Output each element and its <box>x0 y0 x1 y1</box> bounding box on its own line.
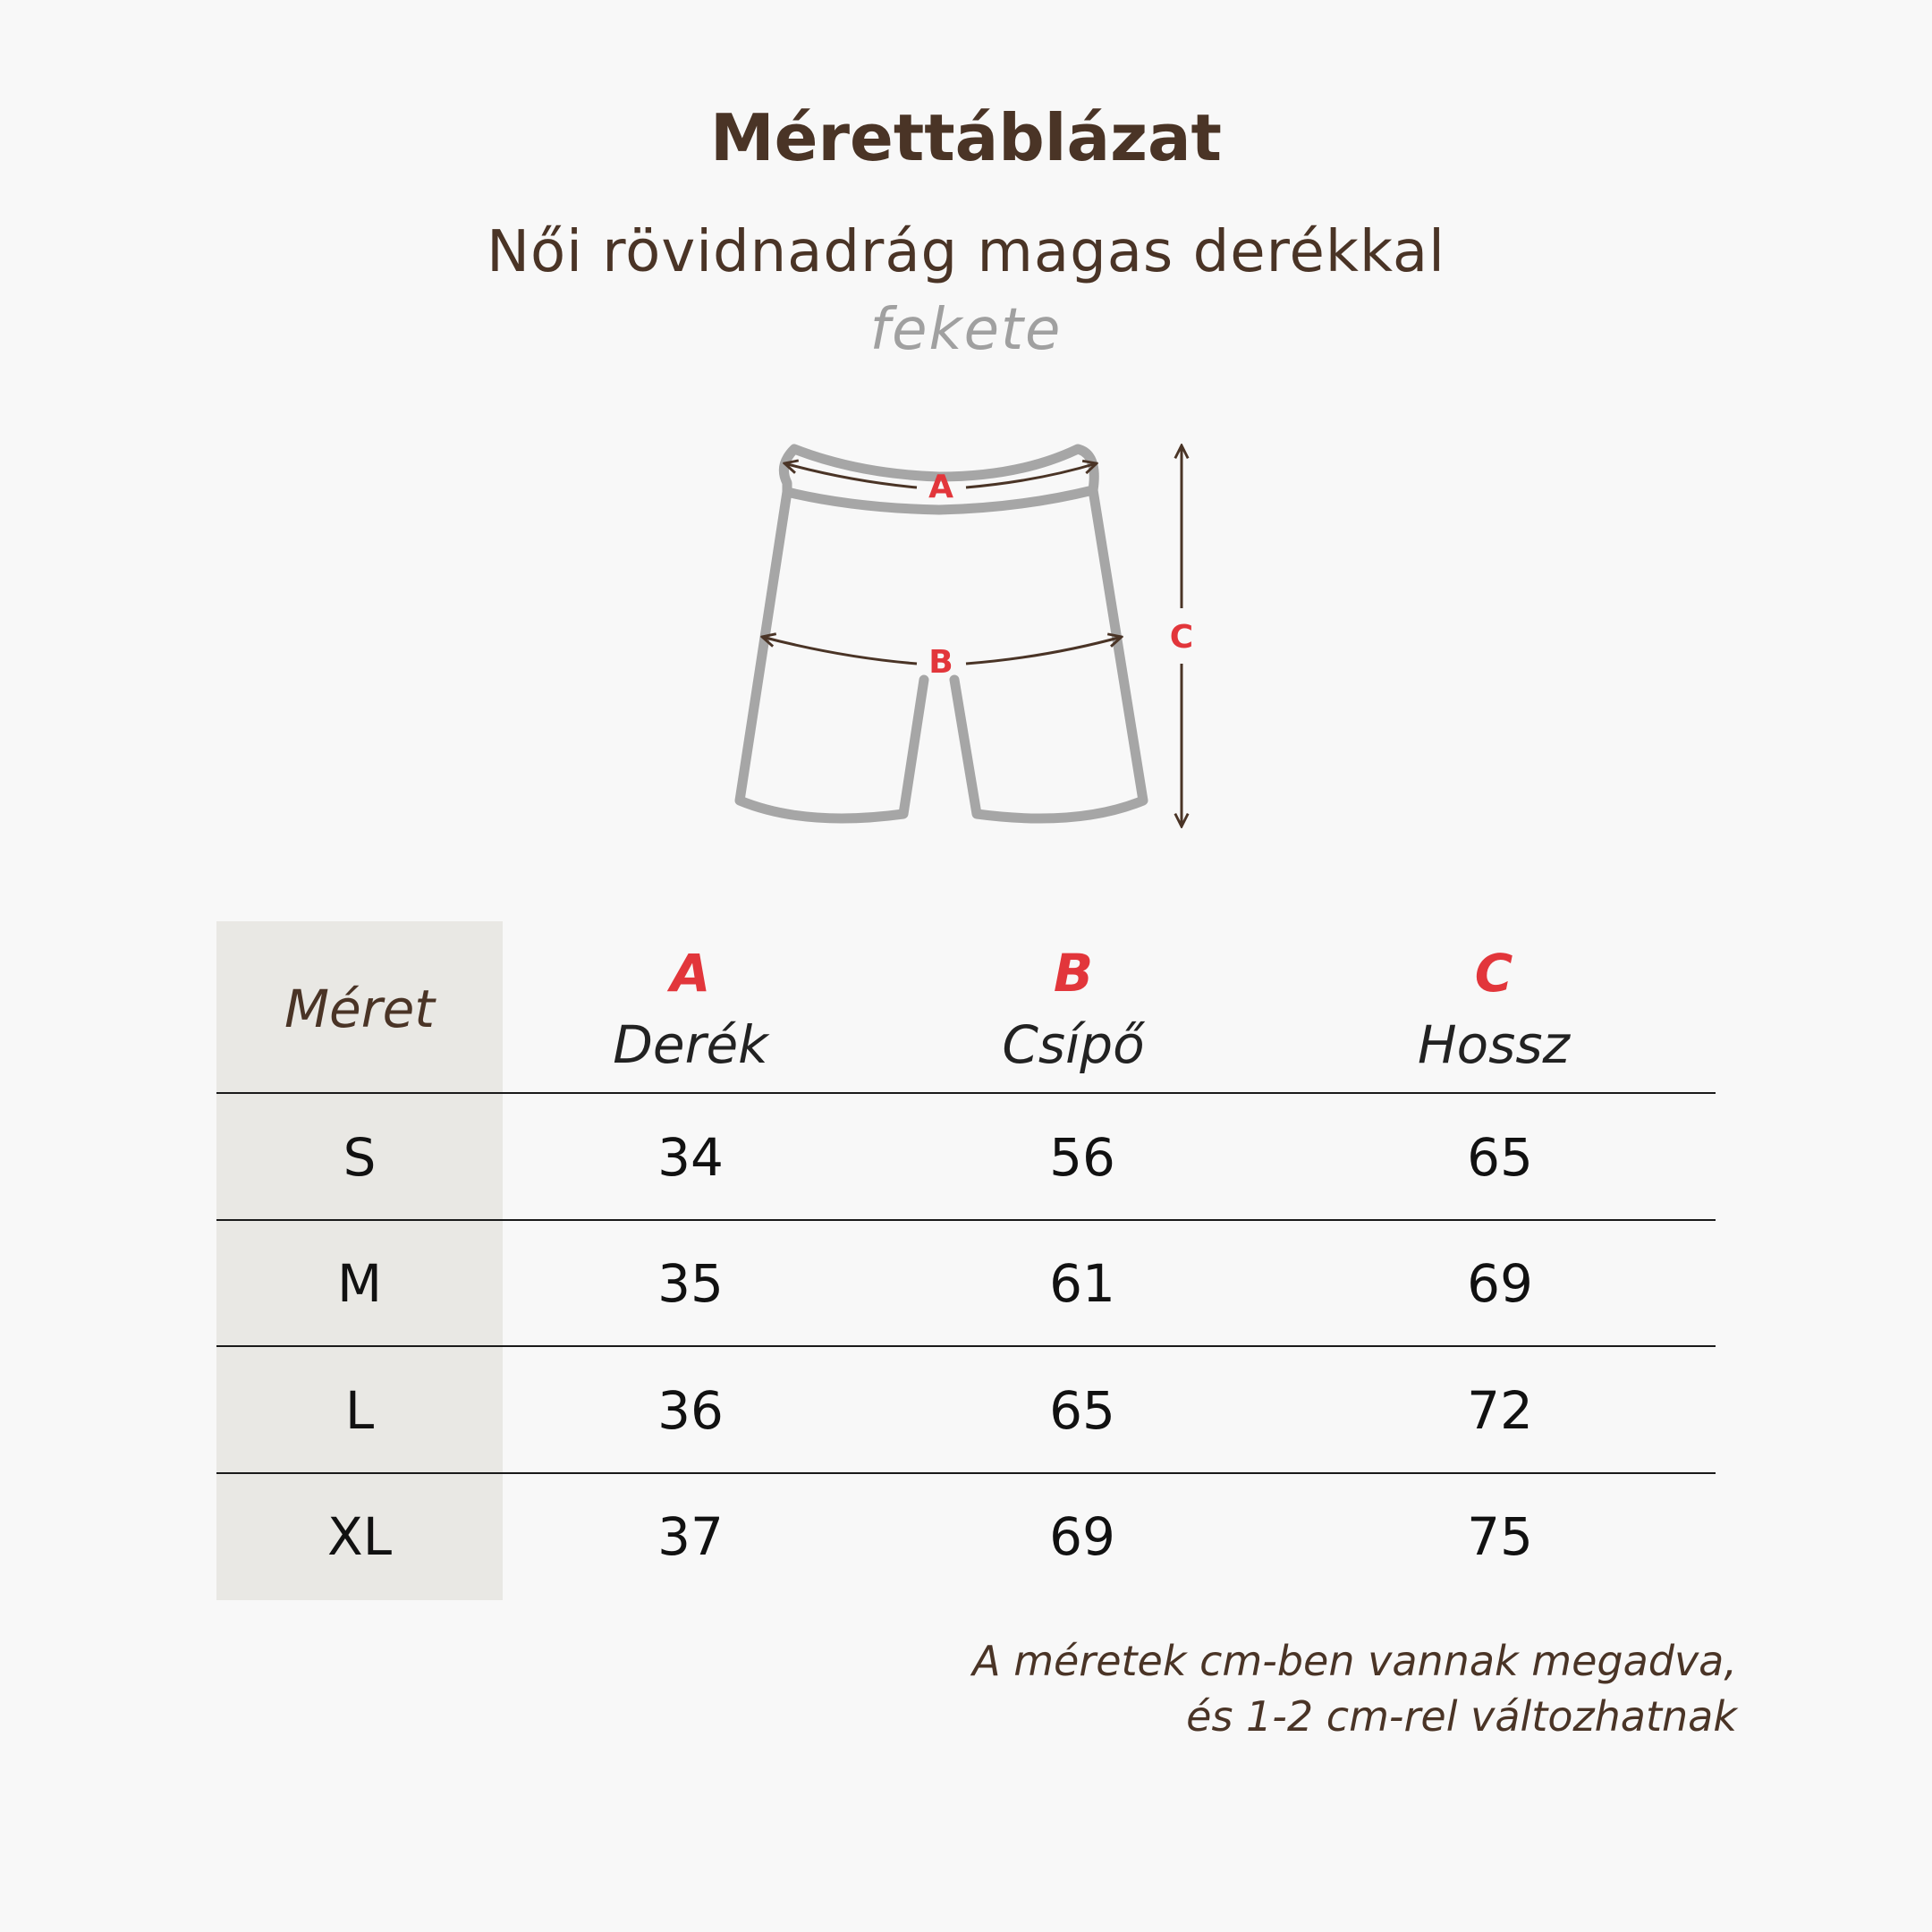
column-header-waist: Derék <box>613 1014 768 1075</box>
page-title: Mérettáblázat <box>710 100 1222 175</box>
size-cell: M <box>336 1253 383 1314</box>
label-b: B <box>928 644 953 681</box>
waist-cell: 35 <box>657 1253 724 1314</box>
product-name: Női rövidnadrág magas derékkal <box>487 219 1445 285</box>
table-divider <box>216 1472 1716 1474</box>
hip-cell: 61 <box>1049 1253 1115 1314</box>
hip-cell: 65 <box>1049 1380 1115 1441</box>
size-cell: XL <box>326 1506 393 1567</box>
product-color: fekete <box>869 297 1063 363</box>
column-header-length: Hossz <box>1418 1014 1570 1075</box>
label-a: A <box>928 469 953 505</box>
column-letter-b: B <box>1053 943 1094 1004</box>
label-c: C <box>1169 619 1194 656</box>
hip-arrow-b-left <box>762 637 917 664</box>
size-cell: S <box>343 1127 377 1188</box>
length-cell: 75 <box>1467 1506 1533 1567</box>
length-cell: 72 <box>1467 1380 1533 1441</box>
hip-arrow-b-right <box>966 637 1122 664</box>
column-header-hip: Csípő <box>1002 1014 1145 1075</box>
hip-cell: 56 <box>1049 1127 1115 1188</box>
size-cell: L <box>344 1380 375 1441</box>
table-divider <box>216 1219 1716 1221</box>
table-divider <box>216 1092 1716 1094</box>
measurement-note-line-2: és 1-2 cm-rel változhatnak <box>1186 1692 1737 1741</box>
column-letter-a: A <box>670 943 711 1004</box>
waist-cell: 37 <box>657 1506 724 1567</box>
length-cell: 65 <box>1467 1127 1533 1188</box>
size-column-header: Méret <box>284 979 435 1039</box>
hip-cell: 69 <box>1049 1506 1115 1567</box>
column-letter-c: C <box>1474 943 1513 1004</box>
waist-cell: 36 <box>657 1380 724 1441</box>
measurement-note-line-1: A méretek cm-ben vannak megadva, <box>972 1637 1737 1685</box>
table-divider <box>216 1345 1716 1347</box>
length-cell: 69 <box>1467 1253 1533 1314</box>
waist-cell: 34 <box>657 1127 724 1188</box>
